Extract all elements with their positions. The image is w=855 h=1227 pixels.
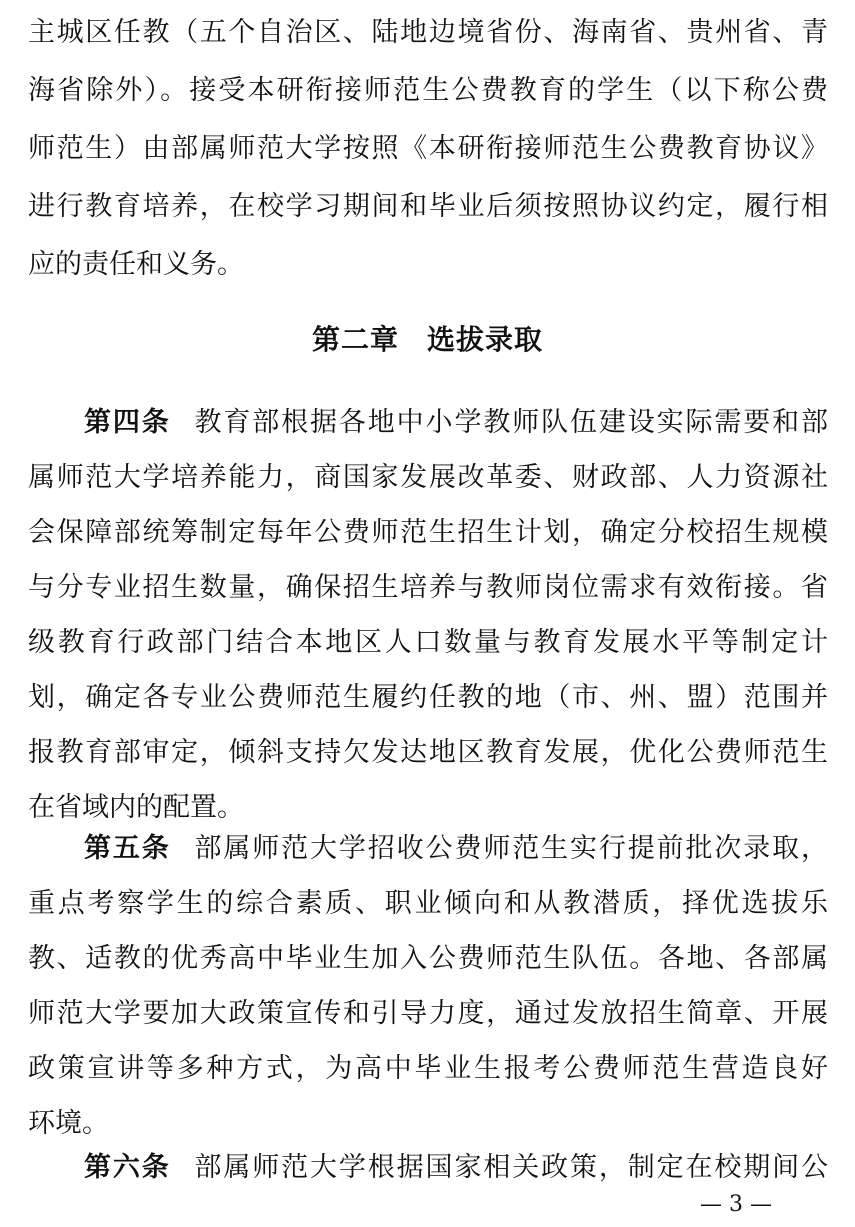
article5-line-4: 师范大学要加大政策宣传和引导力度，通过发放招生简章、开展 — [28, 998, 828, 1029]
article4-line-4: 与分专业招生数量，确保招生培养与教师岗位需求有效衔接。省 — [28, 572, 828, 603]
article5-line-2: 重点考察学生的综合素质、职业倾向和从教潜质，择优选拔乐 — [28, 888, 828, 919]
article5-line-3: 教、适教的优秀高中毕业生加入公费师范生队伍。各地、各部属 — [28, 943, 828, 974]
intro-line-2: 海省除外）。接受本研衔接师范生公费教育的学生（以下称公费 — [28, 75, 828, 106]
article5-line-5: 政策宣讲等多种方式，为高中毕业生报考公费师范生营造良好 — [28, 1053, 828, 1084]
article4-line-2: 属师范大学培养能力，商国家发展改革委、财政部、人力资源社 — [28, 462, 828, 493]
article5-label: 第五条 — [84, 833, 171, 864]
intro-line-1: 主城区任教（五个自治区、陆地边境省份、海南省、贵州省、青 — [28, 17, 828, 48]
article4-label: 第四条 — [84, 407, 171, 438]
chapter-number: 第二章 — [311, 323, 399, 356]
article4-line-7: 报教育部审定，倾斜支持欠发达地区教育发展，优化公费师范生 — [28, 737, 828, 768]
article4-line-8: 在省域内的配置。 — [28, 792, 244, 823]
article4-first-text: 教育部根据各地中小学教师队伍建设实际需要和部 — [192, 407, 828, 438]
article4-first-line — [84, 398, 828, 448]
article6-label: 第六条 — [84, 1152, 171, 1183]
article5-first-text: 部属师范大学招收公费师范生实行提前批次录取， — [192, 833, 828, 864]
intro-line-4: 进行教育培养，在校学习期间和毕业后须按照协议约定，履行相 — [28, 191, 828, 222]
chapter-heading — [0, 315, 855, 365]
article4-line-3: 会保障部统筹制定每年公费师范生招生计划，确定分校招生规模 — [28, 517, 828, 548]
article6-first-text: 部属师范大学根据国家相关政策，制定在校期间公 — [192, 1152, 828, 1183]
article4-line-5: 级教育行政部门结合本地区人口数量与教育发展水平等制定计 — [28, 627, 828, 658]
article6-first-line — [84, 1143, 828, 1193]
article4-line-6: 划，确定各专业公费师范生履约任教的地（市、州、盟）范围并 — [28, 682, 828, 713]
intro-line-3: 师范生）由部属师范大学按照《本研衔接师范生公费教育协议》 — [28, 133, 828, 164]
page-number: — 3 — — [700, 1192, 772, 1217]
article5-first-line — [84, 824, 828, 874]
article5-line-6: 环境。 — [28, 1108, 109, 1139]
chapter-title: 选拔录取 — [427, 323, 544, 356]
intro-line-5: 应的责任和义务。 — [28, 249, 244, 280]
